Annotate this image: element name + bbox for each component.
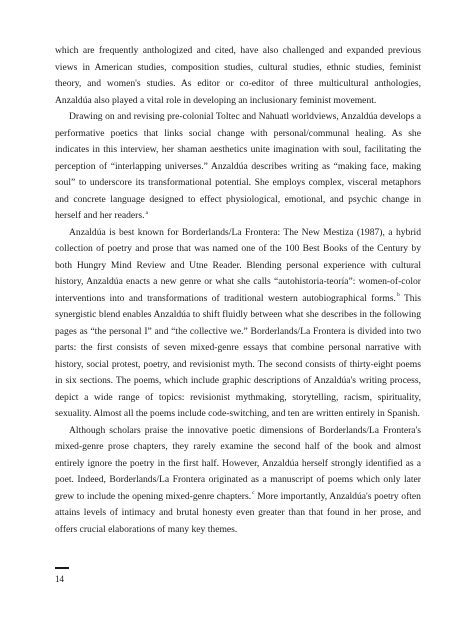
page-number: 14 (55, 574, 64, 584)
footnote-marker-a[interactable]: a (145, 209, 148, 216)
paragraph-2 (55, 109, 421, 225)
paragraph-3-text: Anzaldúa is best known for Borderlands/La Frontera: The New Mestiza (1987), a hybrid collection of poetry and prose that was named one of the 100 Best Books of the Century by both Hungry Mind Review and Utne Reader. Blending personal experience with cultural history, Anzaldúa enacts a new genre or what she calls “autohistoria-teoría”: women-of-color interventions into and transformations of traditional western autobiographical forms. (55, 226, 421, 304)
footnote-marker-b[interactable]: b (396, 292, 400, 299)
paragraph-1-text: which are frequently anthologized and cited, have also challenged and expanded previous views in American studies, composition studies, cultural studies, ethnic studies, feminist theory, and women's studies. As editor or co-editor of three multicultural anthologies, Anzaldúa also played a vital role in developing an inclusionary feminist movement. (55, 45, 421, 106)
folio-rule (55, 567, 69, 569)
paragraph-3 (55, 225, 421, 423)
footnote-marker-c[interactable]: c (252, 490, 255, 497)
paragraph-1 (55, 43, 421, 109)
body-text (55, 43, 421, 538)
paragraph-2-text: Drawing on and revising pre-colonial Toltec and Nahuatl worldviews, Anzaldúa develops a performative poetics that links social change with personal/communal healing. As she indicates in this interview, her shaman aesthetics unite imagination with soul, facilitating the perception of “interlapping universes.” Anzaldúa describes writing as “making face, making soul” to underscore its transformational potential. She employs complex, visceral metaphors and concrete language designed to effect physiological, emotional, and psychic change in herself and her readers. (55, 111, 421, 221)
paragraph-4-text-continued: More importantly, Anzaldúa's poetry often attains levels of intimacy and brutal honesty even greater than that found in her prose, and offers crucial elaborations of many key themes. (55, 490, 421, 535)
paragraph-3-text-continued: This synergistic blend enables Anzaldúa to shift fluidly between what she describes in the following pages as “the personal I” and “the collective we.” Borderlands/La Frontera is divided into two parts: the first consists of seven mixed-genre essays that combine personal narrative with history, social protest, poetry, and revisionist myth. The second consists of thirty-eight poems in six sections. The poems, which include graphic descriptions of Anzaldúa's writing process, depict a wide range of topics: revisionist mythmaking, storytelling, racism, spirituality, sexuality. Almost all the poems include code-switching, and ten are written entirely in Spanish. (55, 292, 422, 419)
paragraph-4-text: Although scholars praise the innovative poetic dimensions of Borderlands/La Frontera's mixed-genre prose chapters, they rarely examine the second half of the book and almost entirely ignore the poetry in the first half. However, Anzaldúa herself strongly identified as a poet. Indeed, Borderlands/La Frontera originated as a manuscript of poems which only later grew to include the opening mixed-genre chapters. (55, 424, 421, 502)
paragraph-4 (55, 423, 421, 539)
